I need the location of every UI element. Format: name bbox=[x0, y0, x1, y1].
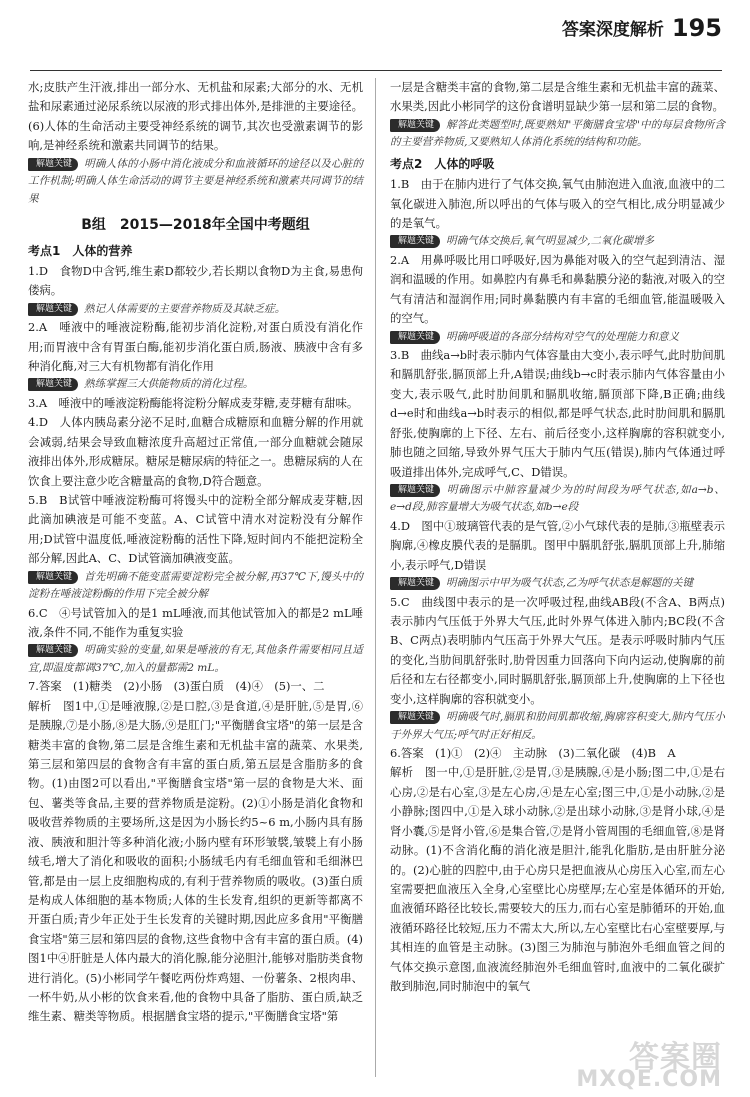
answer-r4: 4.D 图中①玻璃管代表的是气管,②小气球代表的是肺,③瓶壁表示胸廓,④橡皮膜代表的是膈肌。图甲中膈肌舒张,膈肌顶部上升,肺缩小,表示呼气,D错误 bbox=[390, 518, 725, 572]
topic-heading: 考点1 人体的营养 bbox=[28, 243, 133, 258]
tip-r5: 解题关键 明确吸气时,膈肌和肋间肌都收缩,胸廓容积变大,肺内气压小于外界大气压;呼气时正好相反。 bbox=[390, 711, 725, 741]
tip-continued: 解题关键 解答此类题型时,既要熟知"平衡膳食宝塔"中的每层食物所含的主要营养物质,又要熟知人体消化系统的结构和功能。 bbox=[390, 118, 725, 149]
tip-q5: 解题关键 首先明确不能变蓝需要淀粉完全被分解,再37℃下,馒头中的淀粉在唾液淀粉酶的作用下完全被分解 bbox=[28, 570, 363, 601]
topic-heading: 考点2 人体的呼吸 bbox=[390, 156, 495, 171]
answer-q6: 6.C ④号试管加入的是1 mL唾液,而其他试管加入的都是2 mL唾液,条件不同,不能作为重复实验 bbox=[28, 605, 363, 640]
column-divider bbox=[375, 78, 376, 1077]
tip-r3: 解题关键 明确图示中肺容量减少为的时间段为呼气状态,如a→b、e→d段,肺容量增大为吸气状态,如b→e段 bbox=[390, 483, 725, 514]
section-title: 答案深度解析 bbox=[561, 20, 664, 40]
answer-q7: 7.答案 (1)糖类 (2)小肠 (3)蛋白质 (4)④ (5)一、二 bbox=[28, 679, 325, 694]
answer-r2: 2.A 用鼻呼吸比用口呼吸好,因为鼻能对吸入的空气起到清洁、湿润和温暖的作用。如鼻腔内有鼻毛和鼻黏膜分泌的黏液,对吸入的空气有清洁和湿润作用;同时鼻黏膜内有丰富的毛细血管,能温暖吸入的空气。 bbox=[390, 252, 725, 326]
tip-badge: 解题关键 bbox=[28, 158, 78, 171]
continued-paragraph: 一层是含糖类丰富的食物,第二层是含维生素和无机盐丰富的蔬菜、水果类,因此小彬同学的这份食谱明显缺少第一层和第二层的食物。 bbox=[390, 80, 725, 114]
answer-r5: 5.C 曲线图中表示的是一次呼吸过程,曲线AB段(不含A、B两点)表示肺内气压低于外界大气压,此时外界气体进入肺内;BC段(不含B、C两点)表明肺内气压高于外界大气压。是表示呼吸时肺内气压的变化,当肋间肌舒张时,肋骨因重力回落向下向内运动,使胸廓的前后径和左右径都变小,同时膈肌舒张,膈顶部上升,使胸廓的上下径也变小,这样胸廓的容积就变小。 bbox=[390, 594, 725, 706]
answer-r1: 1.B 由于在肺内进行了气体交换,氧气由肺泡进入血液,血液中的二氧化碳进入肺泡,所以呼出的气体与吸入的空气相比,成分明显减少的是氧气。 bbox=[390, 177, 725, 231]
tip-q1: 解题关键 熟记人体需要的主要营养物质及其缺乏症。 bbox=[28, 301, 363, 319]
answer-r6: 6.答案 (1)① (2)④ 主动脉 (3)二氧化碳 (4)B A bbox=[390, 746, 676, 761]
answer-q5: 5.B B试管中唾液淀粉酶可将馒头中的淀粉全部分解成麦芽糖,因此滴加碘液是可能不变蓝。A、C试管中清水对淀粉没有分解作用;D试管中温度低,唾液淀粉酶的活性下降,短时间内不能把淀粉全部分解,因此A、C、D试管滴加碘液变蓝。 bbox=[28, 493, 363, 566]
page-number: 195 bbox=[671, 14, 722, 42]
tip-r4: 解题关键 明确图示中甲为吸气状态,乙为呼气状态是解题的关键 bbox=[390, 575, 725, 593]
tip-r1: 解题关键 明确气体交换后,氧气明显减少,二氧化碳增多 bbox=[390, 233, 725, 251]
answer-q1: 1.D 食物D中含钙,维生素D都较少,若长期以食物D为主食,易患佝偻病。 bbox=[28, 263, 363, 298]
header-rule bbox=[30, 70, 722, 71]
answer-q3: 3.A 唾液中的唾液淀粉酶能将淀粉分解成麦芽糖,麦芽糖有甜味。 bbox=[28, 395, 359, 410]
answer-r3: 3.B 曲线a→b时表示肺内气体容量由大变小,表示呼气,此时肋间肌和膈肌舒张,膈顶部上升,A错误;曲线b→c时表示肺内气体容量由小变大,表示吸气,此时肋间肌和膈肌收缩,膈顶部下降,B正确;曲线d→e时和曲线a→b时表示的相似,都是呼气状态,此时肋间肌和膈肌舒张,使胸廓的上下径、左右、前后径变小,这样胸廓的容积就变小,肺也随之回缩,导致外界气压大于肺内气压(错误),肺内气体通过呼吸道排出体外,完成呼气,C、D错误。 bbox=[390, 348, 725, 479]
intro-paragraph: 水;皮肤产生汗液,排出一部分水、无机盐和尿素;大部分的水、无机盐和尿素通过泌尿系统以尿液的形式排出体外,是排泄的主要途径。(6)人体的生命活动主要受神经系统的调节,其次也受激素调节的影响,是神经系统和激素共同调节的结果。 bbox=[28, 80, 363, 153]
left-column bbox=[28, 78, 363, 1027]
right-column bbox=[390, 78, 725, 996]
answer-q4: 4.D 人体内胰岛素分泌不足时,血糖合成糖原和血糖分解的作用就会减弱,结果会导致血糖浓度升高超过正常值,一部分血糖就会随尿液排出体外,形成糖尿。糖尿是糖尿病的特征之一。患糖尿病的人在饮食上要注意少吃含糖量高的食物,D符合题意。 bbox=[28, 415, 363, 488]
page-header bbox=[562, 10, 722, 40]
analysis-q7: 解析 图1中,①是唾液腺,②是口腔,③是食道,④是肝脏,⑤是胃,⑥是胰腺,⑦是小肠,⑧是大肠,⑨是肛门;"平衡膳食宝塔"的第一层是含糖类丰富的食物,第二层是含维生素和无机盐丰富的蔬菜、水果类,第三层和第四层的食物含有丰富的蛋白质,第五层是含脂肪多的食物。(1)由图2可以看出,"平衡膳食宝塔"第一层的食物是大米、面包、薯类等食品,主要的营养物质是淀粉。(2)①小肠是消化食物和吸收营养物质的主要场所,这是因为小肠长约5~6 m,小肠内具有肠液、胰液和胆汁等多种消化液;小肠内壁有环形皱襞,皱襞上有小肠绒毛,增大了消化和吸收的面积;小肠绒毛内有毛细血管和毛细淋巴管,都是由一层上皮细胞构成的,有利于营养物质的吸收。(3)蛋白质是构成人体细胞的基本物质;人体的生长发育,组织的更新等都离不开蛋白质;青少年正处于生长发育的关键时期,因此应多食用"平衡膳食宝塔"第三层和第四层的食物,这些食物中含有丰富的蛋白质。(4)图1中④肝脏是人体内最大的消化腺,能分泌胆汁,能够对脂肪类食物进行消化。(5)小彬同学午餐吃两份炸鸡翅、一份薯条、2根肉串、一杯牛奶,从小彬的饮食来看,他的食物中具备了脂肪、蛋白质,缺乏维生素、糖类等物质。根据膳食宝塔的提示,"平衡膳食宝塔"第 bbox=[28, 698, 363, 1024]
tip-r2: 解题关键 明确呼吸道的各部分结构对空气的处理能力和意义 bbox=[390, 329, 725, 347]
group-title: B组 2015—2018年全国中考题组 bbox=[81, 217, 310, 234]
analysis-r6: 解析 图一中,①是肝脏,②是胃,③是胰腺,④是小肠;图二中,①是右心房,②是右心室,③是左心房,④是左心室;图三中,①是小动脉,②是小静脉;图四中,①是入球小动脉,②是出球小动脉,③是肾小球,④是肾小囊,⑤是肾小管,⑥是集合管,⑦是肾小管周围的毛细血管,⑧是肾动脉。(1)不含消化酶的消化液是胆汁,能乳化脂肪,是由肝脏分泌的。(2)心脏的四腔中,由于心房只是把血液从心房压入心室,而左心室需要把血液压入全身,心室壁比心房壁厚;左心室是体循环的开始,血液循环路径比较长,需要较大的压力,而右心室是肺循环的开始,血液循环路径比较短,压力不需太大,所以,左心室壁比右心室壁要厚,与其相连的血管是主动脉。(3)图三为肺泡与肺泡外毛细血管之间的气体交换示意图,血液流经肺泡外毛细血管时,血液中的二氧化碳扩散到肺泡,同时肺泡中的氧气 bbox=[390, 765, 725, 993]
watermark: 答案圈 MXQE.COM bbox=[576, 1040, 722, 1092]
answer-q2: 2.A 唾液中的唾液淀粉酶,能初步消化淀粉,对蛋白质没有消化作用;而胃液中含有胃蛋白酶,能初步消化蛋白质,肠液、胰液中含有多种消化酶,对三大有机物都有消化作用 bbox=[28, 320, 363, 374]
tip-q6: 解题关键 明确实验的变量,如果是唾液的有无,其他条件需要相同且适宜,即温度都调37℃,加入的量都需2 mL。 bbox=[28, 644, 363, 674]
tip-q2: 解题关键 熟练掌握三大供能物质的消化过程。 bbox=[28, 376, 363, 394]
intro-tip: 解题关键 明确人体的小肠中消化液成分和血液循环的途径以及心脏的工作机制;明确人体生命活动的调节主要是神经系统和激素共同调节的结果 bbox=[28, 157, 363, 205]
